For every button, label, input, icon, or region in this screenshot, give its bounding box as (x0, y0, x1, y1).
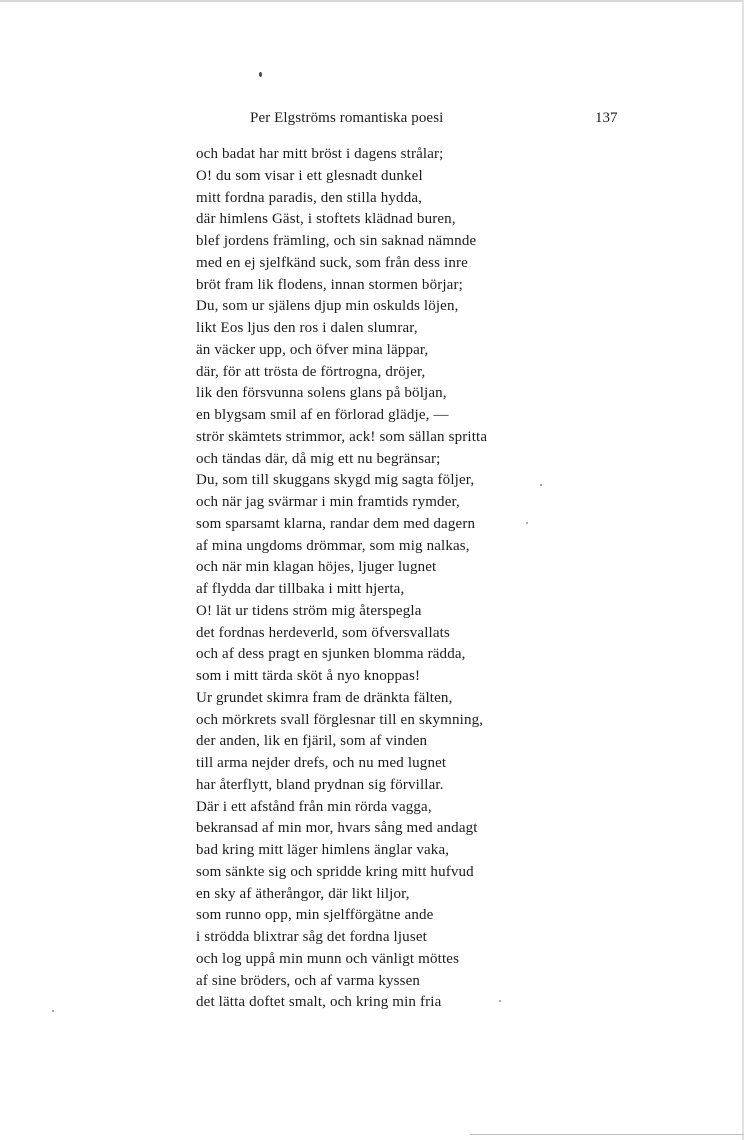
poem-line: bekransad af min mor, hvars sång med andagt (196, 820, 478, 837)
print-speck (540, 484, 542, 486)
poem-line: som sparsamt klarna, randar dem med dagern (196, 515, 476, 532)
poem-line: som sänkte sig och spridde kring mitt hufvud (196, 863, 474, 880)
poem-line: än väcker upp, och öfver mina läppar, (196, 341, 429, 358)
poem-line: som runno opp, min sjelfförgätne ande (196, 907, 434, 924)
poem-line: en sky af ätherångor, där likt liljor, (196, 885, 410, 902)
poem-line: och när min klagan höjes, ljuger lugnet (196, 559, 437, 576)
poem-line: lik den försvunna solens glans på böljan, (196, 385, 447, 402)
page-edge-top (0, 0, 744, 2)
poem-text (196, 144, 487, 1014)
poem-line: Ur grundet skimra fram de dränkta fälten, (196, 689, 453, 706)
poem-line: och badat har mitt bröst i dagens strålar; (196, 146, 444, 162)
poem-line: i strödda blixtrar såg det fordna ljuset (196, 929, 427, 945)
print-speck (499, 1000, 501, 1002)
poem-line: det lätta doftet smalt, och kring min fria (196, 994, 442, 1011)
poem-line: strör skämtets strimmor, ack! som sällan spritta (196, 428, 488, 445)
poem-line: och mörkrets svall förglesnar till en skymning, (196, 711, 484, 728)
poem-line: af sine bröders, och af varma kyssen (196, 972, 421, 989)
poem-line: det fordnas herdeverld, som öfversvallats (196, 624, 450, 641)
poem-line: där, för att trösta de förtrogna, dröjer, (196, 363, 426, 380)
poem-line: bad kring mitt läger himlens änglar vaka, (196, 842, 450, 858)
print-speck (526, 522, 528, 524)
poem-line: O! du som visar i ett glesnadt dunkel (196, 167, 423, 184)
poem-line: till arma nejder drefs, och nu med lugnet (196, 755, 447, 771)
poem-line: af flydda dar tillbaka i mitt hjerta, (196, 581, 405, 597)
poem-line: Du, som till skuggans skygd mig sagta följer, (196, 472, 475, 489)
poem-line: mitt fordna paradis, den stilla hydda, (196, 189, 423, 206)
poem-line: Du, som ur själens djup min oskulds löjen, (196, 298, 459, 315)
poem-line: blef jordens främling, och sin saknad nämnde (196, 233, 477, 249)
print-speck (259, 72, 262, 77)
print-speck (52, 1010, 54, 1012)
poem-line: likt Eos ljus den ros i dalen slumrar, (196, 320, 418, 336)
poem-line: där himlens Gäst, i stoftets klädnad buren, (196, 211, 456, 228)
poem-line: Där i ett afstånd från min rörda vagga, (196, 798, 432, 815)
poem-line: och när jag svärmar i min framtids rymder, (196, 494, 460, 510)
poem-line: och log uppå min munn och vänligt möttes (196, 950, 460, 967)
poem-line: af mina ungdoms drömmar, som mig nalkas, (196, 537, 470, 554)
page-number: 137 (595, 110, 618, 126)
poem-line: och tändas där, då mig ett nu begränsar; (196, 450, 441, 467)
poem-line: en blygsam smil af en förlorad glädje, — (196, 407, 449, 423)
poem-line: har återflytt, bland prydnan sig förvillar. (196, 776, 444, 793)
poem-line: bröt fram lik flodens, innan stormen börjar; (196, 276, 463, 293)
running-header-title: Per Elgströms romantiska poesi (250, 110, 444, 126)
poem-line: och af dess pragt en sjunken blomma rädda, (196, 646, 466, 663)
poem-line: med en ej sjelfkänd suck, som från dess inre (196, 254, 468, 271)
poem-line: som i mitt tärda sköt å nyo knoppas! (196, 668, 421, 684)
page-edge-bottom (470, 1134, 744, 1135)
poem-line: der anden, lik en fjäril, som af vinden (196, 733, 428, 750)
poem-line: O! lät ur tidens ström mig återspegla (196, 602, 422, 619)
